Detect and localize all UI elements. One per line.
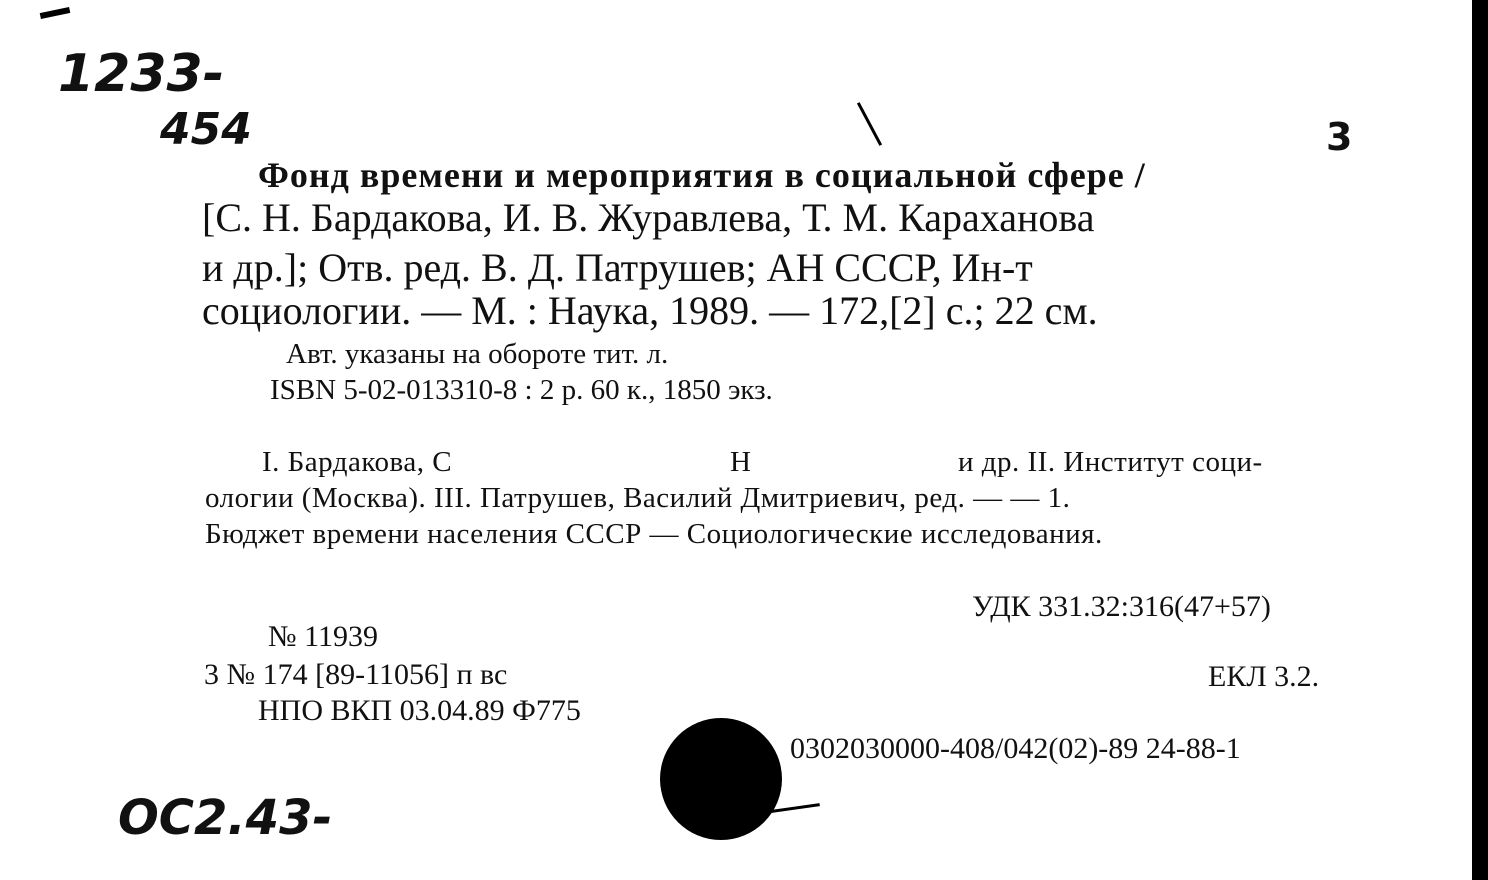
scratch-mark — [40, 7, 71, 19]
isbn-line: ISBN 5-02-013310-8 : 2 р. 60 к., 1850 экз. — [270, 374, 773, 406]
card-edge-shadow — [1472, 0, 1488, 880]
npo-line: НПО ВКП 03.04.89 Ф775 — [258, 694, 581, 727]
title-line-4: социологии. — М. : Наука, 1989. — 172,[2] с.; 22 см. — [202, 288, 1098, 333]
entries-line-1c: и др. II. Институт соци- — [958, 446, 1263, 478]
entries-line-1a: I. Бардакова, С — [262, 446, 453, 478]
order-line: 3 № 174 [89-11056] п вс — [204, 658, 508, 691]
udc-code: УДК 331.32:316(47+57) — [972, 590, 1271, 623]
card-number: № 11939 — [268, 620, 379, 653]
title-line-1: Фонд времени и мероприятия в социальной сфере / — [258, 155, 1146, 195]
punch-hole — [660, 718, 782, 840]
authors-note: Авт. указаны на обороте тит. л. — [286, 338, 669, 370]
publication-code: 0302030000-408/042(02)-89 24-88-1 — [790, 732, 1241, 765]
entries-line-1b: Н — [730, 446, 752, 478]
ekl-code: ЕКЛ 3.2. — [1208, 660, 1320, 693]
handwritten-call-number-line1: 1233- — [58, 44, 225, 104]
title-line-3: и др.]; Отв. ред. В. Д. Патрушев; АН СССР, Ин-т — [202, 245, 1033, 290]
entries-line-2: ологии (Москва). III. Патрушев, Василий Дмитриевич, ред. — — 1. — [205, 482, 1071, 514]
title-line-2: [С. Н. Бардакова, И. В. Журавлева, Т. М. Караханова — [202, 195, 1095, 240]
handwritten-corner-mark: 3 — [1326, 115, 1353, 159]
entries-line-3: Бюджет времени населения СССР — Социологические исследования. — [205, 518, 1103, 550]
handwritten-call-number-line2: 454 — [160, 104, 252, 155]
handwritten-shelf-code: ОС2.43- — [118, 790, 333, 846]
scratch-mark — [857, 102, 882, 146]
